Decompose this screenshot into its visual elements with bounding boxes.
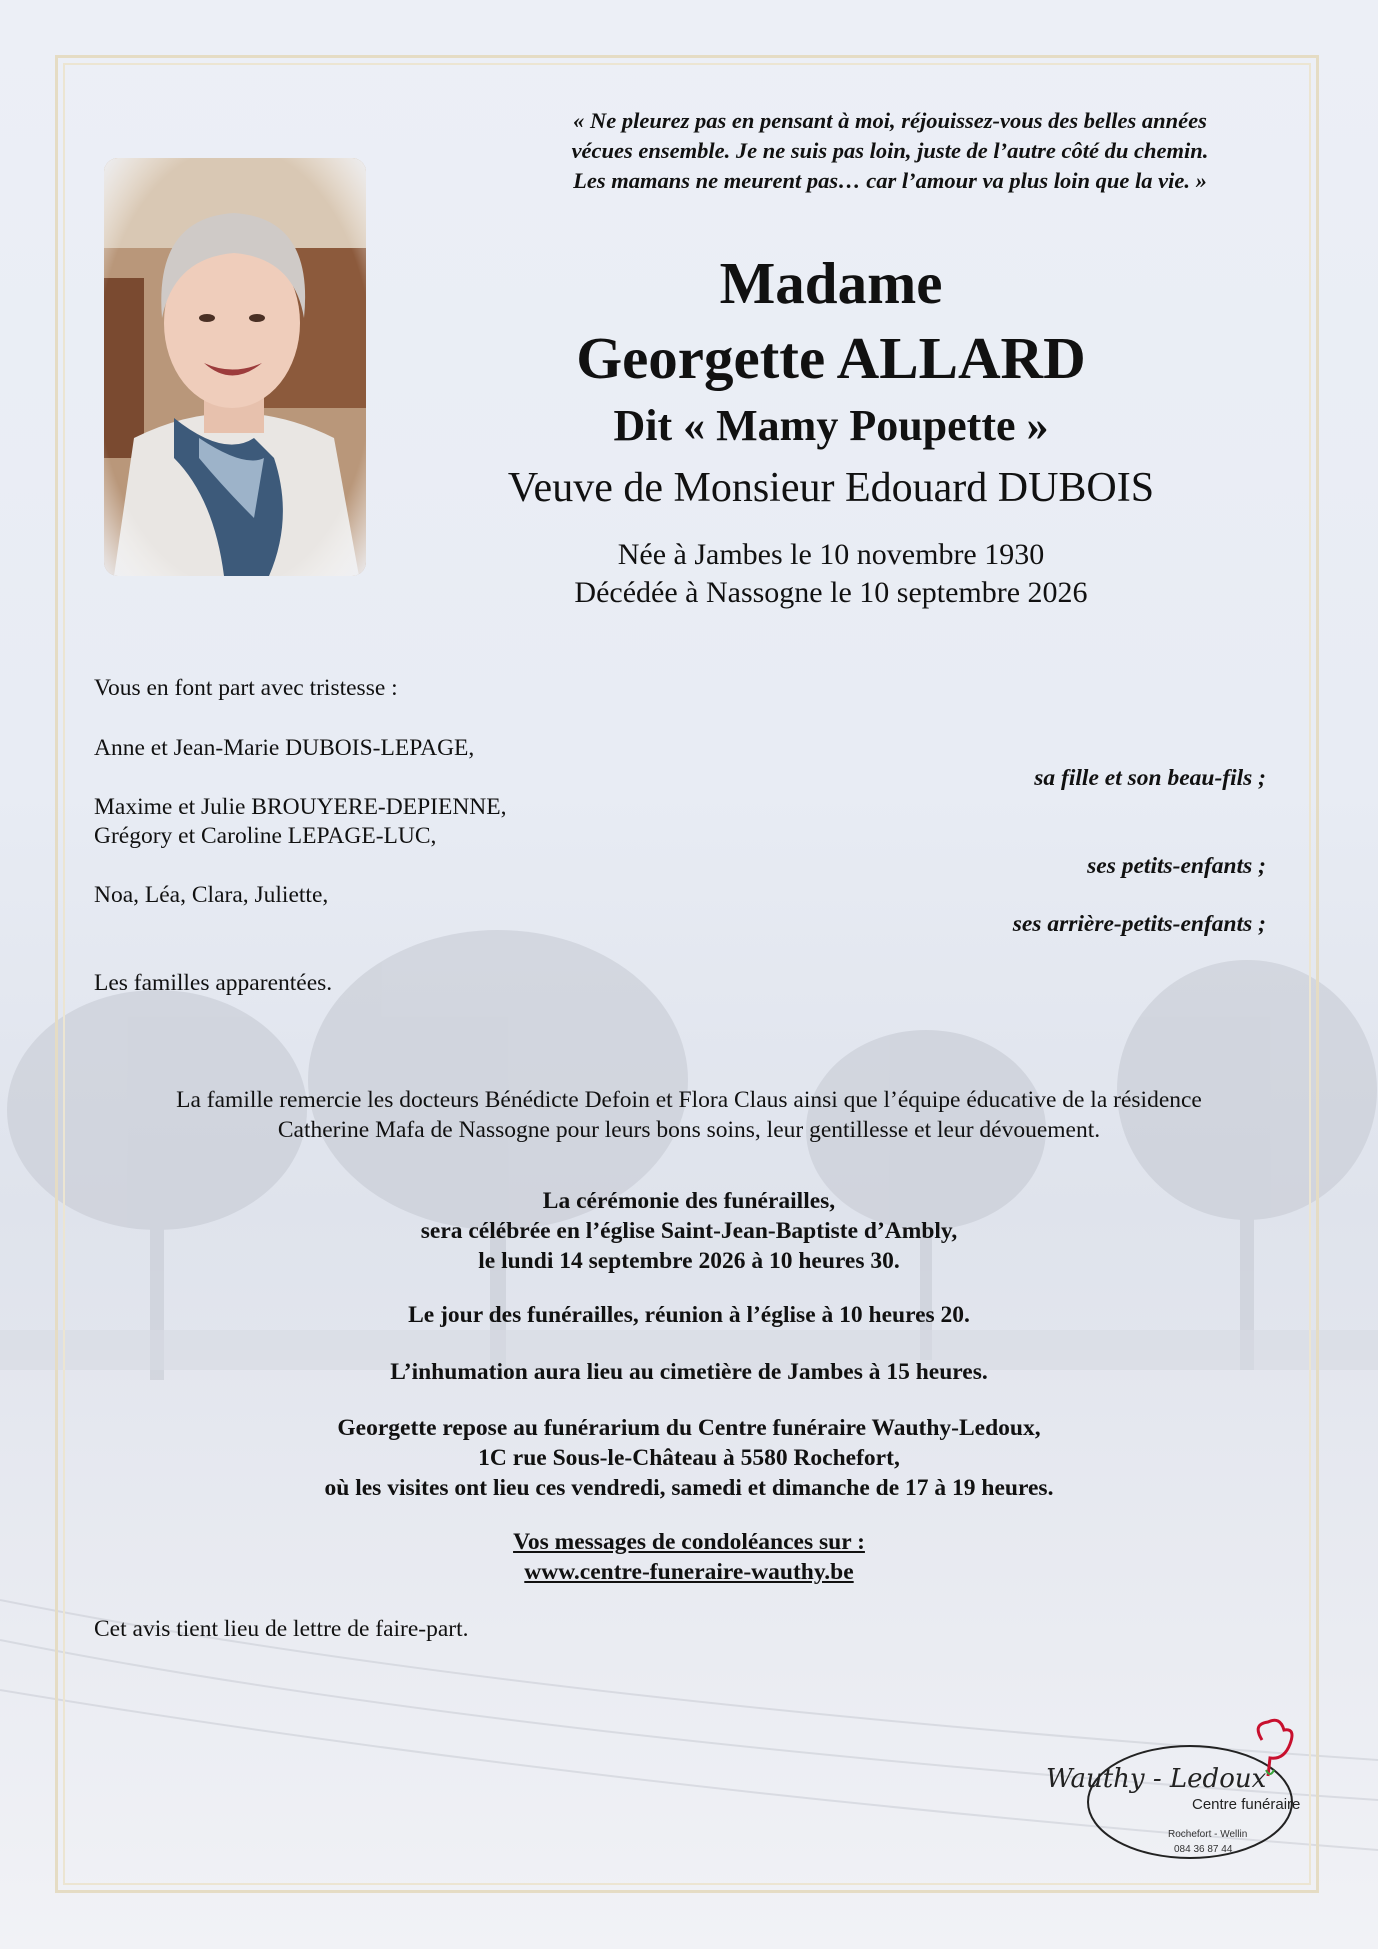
- family-member: Anne et Jean-Marie DUBOIS-LEPAGE,: [94, 735, 475, 761]
- death-line: Décédée à Nassogne le 10 septembre 2026: [574, 576, 1088, 609]
- ceremony-line: sera célébrée en l’église Saint-Jean-Baptiste d’Ambly,: [420, 1218, 958, 1244]
- logo-phone: 084 36 87 44: [1174, 1844, 1233, 1855]
- burial-info: L’inhumation aura lieu au cimetière de Jambes à 15 heures.: [390, 1359, 988, 1385]
- family-role: sa fille et son beau-fils ;: [1034, 765, 1266, 791]
- family-member: Noa, Léa, Clara, Juliette,: [94, 882, 329, 908]
- rest-line: 1C rue Sous-le-Château à 5580 Rochefort,: [478, 1445, 900, 1471]
- family-role: ses arrière-petits-enfants ;: [1012, 911, 1266, 937]
- life-dates: [431, 536, 1231, 612]
- condolences-block: [94, 1527, 1284, 1587]
- logo-name: Wauthy - Ledoux: [1046, 1764, 1267, 1794]
- funeral-home-logo: [1040, 1712, 1320, 1862]
- meeting-time: Le jour des funérailles, réunion à l’église à 10 heures 20.: [408, 1302, 970, 1328]
- quote-line: Les mamans ne meurent pas… car l’amour va plus loin que la vie. »: [573, 168, 1207, 193]
- funeral-home-info: [94, 1413, 1284, 1503]
- family-member: Grégory et Caroline LEPAGE-LUC,: [94, 823, 437, 849]
- portrait-photo: [104, 158, 366, 576]
- closing-note: Cet avis tient lieu de lettre de faire-part.: [94, 1616, 469, 1642]
- condolences-label: Vos messages de condoléances sur :: [513, 1529, 865, 1555]
- logo-subtitle: Centre funéraire: [1192, 1796, 1301, 1813]
- birth-line: Née à Jambes le 10 novembre 1930: [617, 538, 1045, 571]
- family-intro: Vous en font part avec tristesse :: [94, 675, 398, 701]
- widow-of-line: Veuve de Monsieur Edouard DUBOIS: [507, 465, 1155, 511]
- deceased-name: Georgette ALLARD: [576, 325, 1086, 391]
- rest-line: où les visites ont lieu ces vendredi, samedi et dimanche de 17 à 19 heures.: [324, 1475, 1054, 1501]
- title-honorific: Madame: [719, 250, 943, 316]
- ceremony-line: La cérémonie des funérailles,: [542, 1188, 836, 1214]
- family-member: Maxime et Julie BROUYERE-DEPIENNE,: [94, 794, 507, 820]
- memorial-quote: [480, 106, 1300, 196]
- acknowledgement-paragraph: [94, 1085, 1284, 1145]
- quote-line: vécues ensemble. Je ne suis pas loin, juste de l’autre côté du chemin.: [571, 138, 1209, 163]
- family-role: ses petits-enfants ;: [1087, 853, 1266, 879]
- condolences-link[interactable]: www.centre-funeraire-wauthy.be: [524, 1559, 854, 1585]
- deceased-nickname: Dit « Mamy Poupette »: [613, 401, 1049, 450]
- family-relatives: Les familles apparentées.: [94, 970, 333, 996]
- ceremony-line: le lundi 14 septembre 2026 à 10 heures 30.: [478, 1248, 900, 1274]
- ceremony-details: [94, 1186, 1284, 1276]
- logo-location: Rochefort - Wellin: [1168, 1829, 1248, 1840]
- rest-line: Georgette repose au funérarium du Centre funéraire Wauthy-Ledoux,: [337, 1415, 1041, 1441]
- thanks-line: La famille remercie les docteurs Bénédicte Defoin et Flora Claus ainsi que l’équipe éducative de la résidence: [176, 1087, 1202, 1113]
- quote-line: « Ne pleurez pas en pensant à moi, réjouissez-vous des belles années: [573, 108, 1207, 133]
- thanks-line: Catherine Mafa de Nassogne pour leurs bons soins, leur gentillesse et leur dévouement.: [277, 1117, 1101, 1143]
